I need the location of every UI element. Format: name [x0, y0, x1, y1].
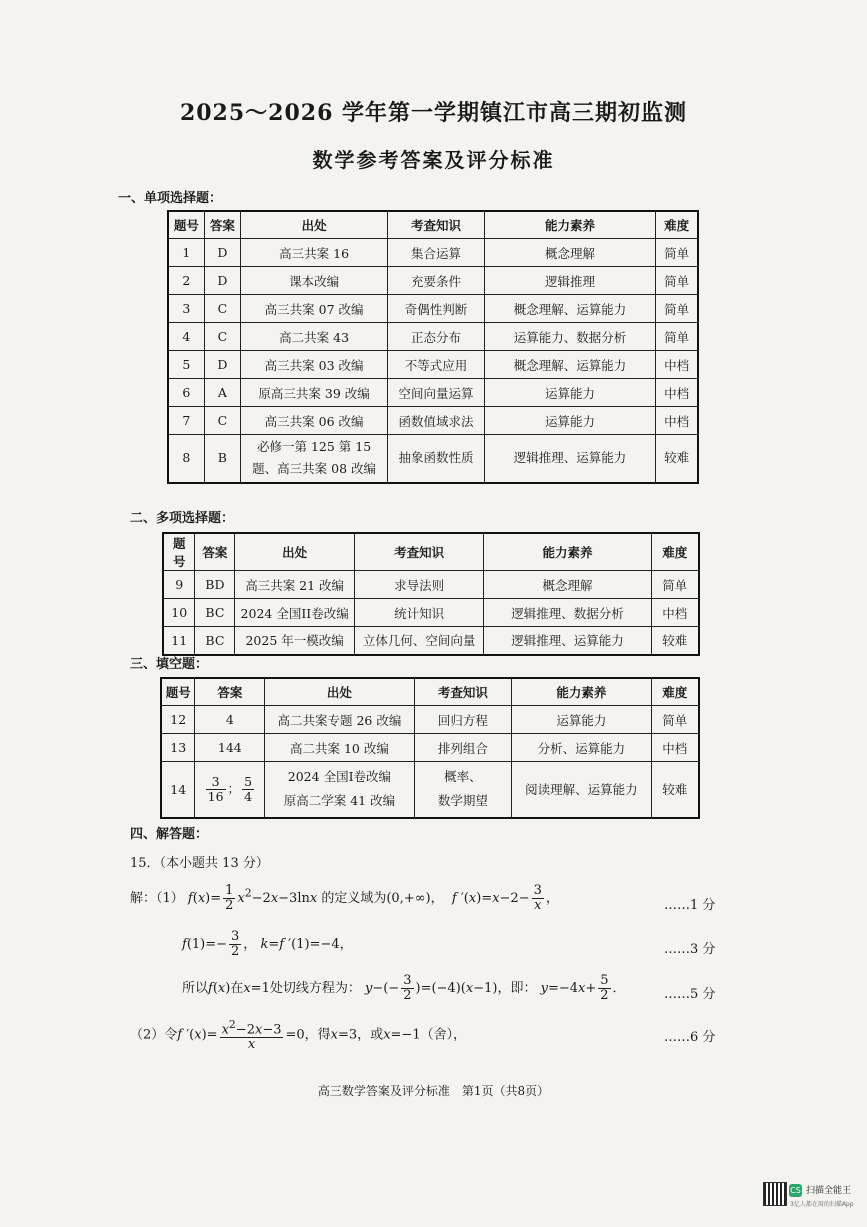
cell-know: 回归方程 [414, 706, 512, 734]
multi-choice-table [162, 532, 700, 656]
cell-know: 集合运算 [388, 239, 485, 267]
answer-separator: ； [227, 780, 241, 796]
cell-know: 空间向量运算 [388, 379, 485, 407]
cell-num: 3 [168, 295, 204, 323]
cell-num: 2 [168, 267, 204, 295]
q15-score-3: ……5 分 [664, 987, 716, 1002]
cell-ans: BC [195, 627, 235, 655]
cell-diff: 较难 [656, 435, 698, 483]
page-title: 2025～2026 学年第一学期镇江市高三期初监测 [179, 100, 688, 126]
cell-num: 5 [168, 351, 204, 379]
cell-num: 14 [161, 762, 195, 818]
q15-line3: 所以f(x)在x=1处切线方程为： y−(− $\frac{3}{2}$ )=(−4)(x−1)，即： y=−4x+ $\frac{5}{2}$ ． [182, 973, 626, 1003]
cell-num: 7 [168, 407, 204, 435]
cell-ans: C [204, 407, 240, 435]
q15-domain-text: 的定义域为 [321, 891, 387, 906]
header-know: 考查知识 [414, 678, 512, 706]
frac-numerator: 5 [244, 773, 253, 789]
header-know: 考查知识 [388, 211, 485, 239]
q15-domain: (0,+∞) [386, 891, 431, 906]
cell-src: 高三共案 16 [241, 239, 388, 267]
cell-src: 高三共案 07 改编 [241, 295, 388, 323]
header-ability: 能力素养 [484, 211, 655, 239]
header-know: 考查知识 [354, 533, 483, 571]
cell-know: 奇偶性判断 [388, 295, 485, 323]
cell-num: 4 [168, 323, 204, 351]
cell-ans: C [204, 295, 240, 323]
cell-ability: 概念理解、运算能力 [484, 351, 655, 379]
frac-denominator: 4 [244, 788, 253, 804]
q15-line2: f(1)=− $\frac{3}{2}$ ， k=f ′(1)=−4， [182, 929, 353, 959]
cell-num: 1 [168, 239, 204, 267]
header-ans: 答案 [195, 533, 235, 571]
cell-ans: 4 [195, 706, 265, 734]
header-src: 出处 [241, 211, 388, 239]
cell-diff: 简单 [656, 295, 698, 323]
cell-know-line2: 数学期望 [437, 793, 488, 809]
q15-part-label: 解：（1） [130, 891, 184, 906]
cell-diff: 中档 [651, 734, 699, 762]
cell-src: 高三共案 21 改编 [235, 571, 355, 599]
table-row [168, 407, 698, 435]
cell-diff: 中档 [656, 407, 698, 435]
cell-ability: 运算能力 [484, 407, 655, 435]
q15-text: ，即： [497, 981, 537, 996]
header-diff: 难度 [651, 678, 699, 706]
scanner-app-slogan: 3亿人都在用的扫描App [790, 1201, 854, 1208]
cell-know: 正态分布 [388, 323, 485, 351]
cell-ability: 阅读理解、运算能力 [512, 762, 651, 818]
cell-know: 充要条件 [388, 267, 485, 295]
cell-ability: 概念理解 [484, 239, 655, 267]
cell-diff: 中档 [651, 599, 699, 627]
table-row [168, 267, 698, 295]
page-footer: 高三数学答案及评分标准 第1页（共8页） [317, 1084, 550, 1098]
section-solutions: 四、解答题： [130, 827, 209, 842]
table-row [161, 734, 699, 762]
cell-ability: 逻辑推理、数据分析 [484, 599, 651, 627]
cs-logo-icon: CS [790, 1186, 801, 1195]
header-num: 题号 [161, 678, 195, 706]
cell-src: 原高三共案 39 改编 [241, 379, 388, 407]
table-row [168, 239, 698, 267]
q15-line1: 解：（1） f(x)= $\frac{1}{2}$ $x^2-2x-3\ln x$ 的定义域为(0,+∞)， f ′(x)=x−2− $\frac{3}{x}$ ， [130, 883, 559, 913]
table-row [168, 323, 698, 351]
header-src: 出处 [235, 533, 355, 571]
table-header-row [163, 533, 699, 571]
cell-ans: C [204, 323, 240, 351]
table-row [163, 571, 699, 599]
cell-ability: 逻辑推理、运算能力 [484, 627, 651, 655]
cell-src-line2: 题、高三共案 08 改编 [252, 461, 377, 477]
header-ans: 答案 [195, 678, 265, 706]
cell-num: 8 [168, 435, 204, 483]
cell-src: 高二共案 43 [241, 323, 388, 351]
table-row [163, 627, 699, 655]
q15-line4: （2）令f ′(x)= $\frac{x^2-2x-3}{x}$ =0，得x=3，或x=−1（舍）， [130, 1018, 467, 1053]
cell-ans: D [204, 267, 240, 295]
cell-ans: BD [195, 571, 235, 599]
cell-diff: 较难 [651, 627, 699, 655]
q15-score-1: ……1 分 [664, 898, 716, 913]
q15-text: 处切线方程为： [269, 981, 361, 996]
single-choice-table [167, 210, 699, 484]
cell-know: 求导法则 [354, 571, 483, 599]
cell-src: 课本改编 [241, 267, 388, 295]
cell-ans: A [204, 379, 240, 407]
header-diff: 难度 [651, 533, 699, 571]
cell-diff: 中档 [656, 379, 698, 407]
qr-code-icon [763, 1182, 787, 1206]
header-ability: 能力素养 [512, 678, 651, 706]
cell-src: 高三共案 03 改编 [241, 351, 388, 379]
cell-src-line1: 2024 全国I卷改编 [287, 769, 392, 785]
cell-num: 11 [163, 627, 195, 655]
cell-ans: D [204, 351, 240, 379]
cell-num: 10 [163, 599, 195, 627]
table-row [161, 762, 699, 818]
cell-num: 6 [168, 379, 204, 407]
cell-num: 9 [163, 571, 195, 599]
cell-ans: BC [195, 599, 235, 627]
cell-src: 高三共案 06 改编 [241, 407, 388, 435]
section-single-choice: 一、单项选择题： [118, 191, 223, 206]
header-diff: 难度 [656, 211, 698, 239]
section-fill-blank: 三、填空题： [130, 657, 209, 672]
cell-know-line1: 概率、 [444, 769, 482, 785]
cell-diff: 简单 [656, 239, 698, 267]
scanner-app-name: 扫描全能王 [806, 1186, 852, 1196]
cell-num: 12 [161, 706, 195, 734]
cell-src: 2024 全国II卷改编 [235, 599, 355, 627]
answer-fraction-a [206, 775, 226, 804]
cell-know: 统计知识 [354, 599, 483, 627]
cell-ans: B [204, 435, 240, 483]
table-row [168, 435, 698, 483]
q15-text: ，或 [357, 1027, 384, 1043]
table-header-row [161, 678, 699, 706]
q15-heading: 15．（本小题共 13 分） [130, 856, 269, 871]
cell-src: 高二共案 10 改编 [265, 734, 414, 762]
cell-diff: 简单 [651, 571, 699, 599]
cell-ability: 运算能力 [484, 379, 655, 407]
cell-know [414, 762, 512, 818]
table-row [168, 295, 698, 323]
cell-ability: 运算能力 [512, 706, 651, 734]
cell-ability: 逻辑推理 [484, 267, 655, 295]
q15-score-2: ……3 分 [664, 942, 716, 957]
table-row [161, 706, 699, 734]
header-num: 题号 [163, 533, 195, 571]
cell-ability: 概念理解、运算能力 [484, 295, 655, 323]
fill-blank-table [160, 677, 700, 819]
cell-diff: 简单 [651, 706, 699, 734]
frac-numerator: 3 [206, 775, 226, 790]
cell-ans: D [204, 239, 240, 267]
answer-fraction-b [242, 775, 254, 804]
cell-num: 13 [161, 734, 195, 762]
cell-src [241, 435, 388, 483]
cell-diff: 中档 [656, 351, 698, 379]
header-num: 题号 [168, 211, 204, 239]
cell-ability: 运算能力、数据分析 [484, 323, 655, 351]
cell-know: 函数值域求法 [388, 407, 485, 435]
table-row [168, 351, 698, 379]
cell-src: 高二共案专题 26 改编 [265, 706, 414, 734]
cell-know: 立体几何、空间向量 [354, 627, 483, 655]
cell-src-line1: 必修一第 125 第 15 [256, 439, 372, 455]
section-multi-choice: 二、多项选择题： [130, 511, 235, 526]
header-ability: 能力素养 [484, 533, 651, 571]
cell-diff: 较难 [651, 762, 699, 818]
q15-text: ，得 [304, 1027, 331, 1043]
cell-ability: 概念理解 [484, 571, 651, 599]
cell-ability: 逻辑推理、运算能力 [484, 435, 655, 483]
page-subtitle: 数学参考答案及评分标准 [312, 148, 555, 172]
q15-text: （舍）， [420, 1027, 467, 1043]
table-row [163, 599, 699, 627]
frac-denominator: 16 [207, 788, 224, 804]
cell-ans: 144 [195, 734, 265, 762]
cell-diff: 简单 [656, 267, 698, 295]
cell-src-line2: 原高二学案 41 改编 [283, 793, 396, 809]
cell-know: 排列组合 [414, 734, 512, 762]
cell-ans [195, 762, 265, 818]
q15-text: 所以 [182, 981, 209, 996]
cell-src [265, 762, 414, 818]
cell-diff: 简单 [656, 323, 698, 351]
cell-src: 2025 年一模改编 [235, 627, 355, 655]
cell-know: 不等式应用 [388, 351, 485, 379]
q15-part-label: （2）令 [130, 1027, 178, 1043]
q15-score-4: ……6 分 [664, 1030, 716, 1045]
header-ans: 答案 [204, 211, 240, 239]
table-header-row [168, 211, 698, 239]
header-src: 出处 [265, 678, 414, 706]
table-row [168, 379, 698, 407]
cell-ability: 分析、运算能力 [512, 734, 651, 762]
cell-know: 抽象函数性质 [388, 435, 485, 483]
